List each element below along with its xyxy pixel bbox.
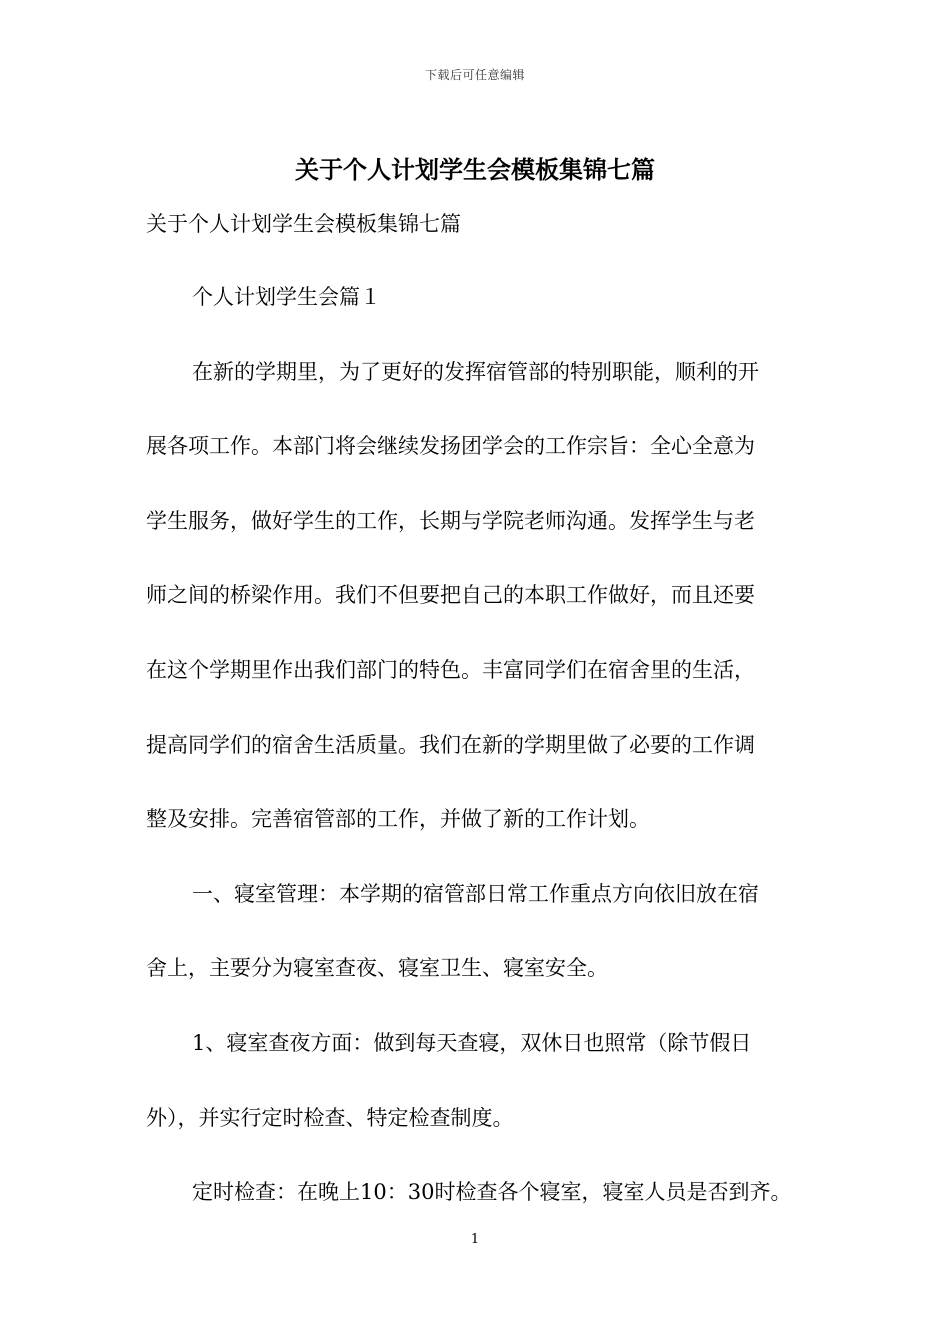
document-title: 关于个人计划学生会模板集锦七篇: [295, 155, 655, 184]
paragraph-line: 个人计划学生会篇１: [192, 285, 381, 309]
paragraph-line: 定时检查：在晚上10：30时检查各个寝室，寝室人员是否到齐。: [192, 1180, 792, 1205]
page-number: 1: [470, 1232, 480, 1247]
paragraph-line: 提高同学们的宿舍生活质量。我们在新的学期里做了必要的工作调: [146, 732, 755, 757]
document-subtitle: 关于个人计划学生会模板集锦七篇: [146, 212, 461, 236]
paragraph-line: 展各项工作。本部门将会继续发扬团学会的工作宗旨：全心全意为: [146, 434, 755, 459]
paragraph-line: 外），并实行定时检查、特定检查制度。: [146, 1105, 514, 1130]
paragraph-line: 舍上，主要分为寝室查夜、寝室卫生、寝室安全。: [146, 956, 608, 981]
paragraph-line: 在新的学期里，为了更好的发挥宿管部的特别职能，顺利的开: [192, 359, 759, 384]
header-note: 下载后可任意编辑: [424, 68, 525, 82]
paragraph-line: 1、寝室查夜方面：做到每天查寝，双休日也照常（除节假日: [192, 1030, 752, 1055]
paragraph-line: 整及安排。完善宿管部的工作，并做了新的工作计划。: [146, 807, 650, 832]
paragraph-line: 在这个学期里作出我们部门的特色。丰富同学们在宿舍里的生活，: [146, 657, 755, 682]
paragraph-line: 学生服务，做好学生的工作，长期与学院老师沟通。发挥学生与老: [146, 508, 755, 533]
document-body: [146, 272, 814, 1242]
paragraph-line: 师之间的桥梁作用。我们不但要把自己的本职工作做好，而且还要: [146, 583, 755, 608]
paragraph-line: 一、寝室管理：本学期的宿管部日常工作重点方向依旧放在宿: [192, 881, 759, 906]
